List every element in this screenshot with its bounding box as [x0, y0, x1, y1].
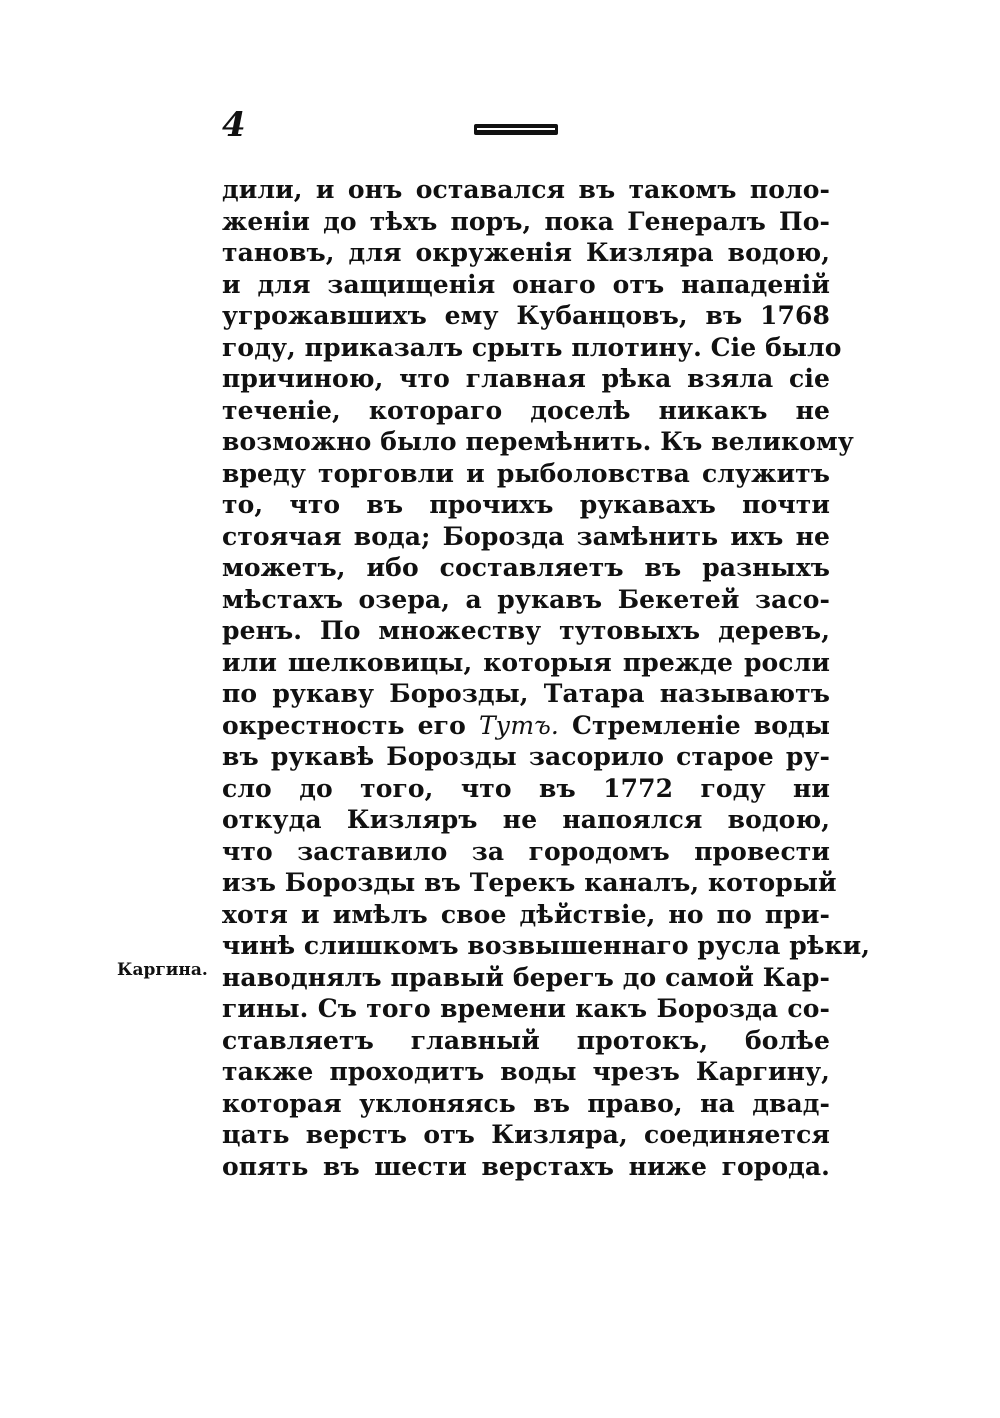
page-number: 4	[222, 105, 246, 145]
italic-term: Тутъ.	[478, 710, 559, 740]
margin-note: Каргина.	[117, 960, 208, 980]
text-line: которая уклоняясь въ право, на двад-	[222, 1088, 830, 1118]
text-line: тановъ, для окруженія Кизляра водою,	[222, 238, 830, 267]
text-line: году, приказалъ срыть плотину. Сіе было	[222, 332, 842, 362]
text-line: вреду торговли и рыболовства служитъ	[222, 458, 830, 488]
text-line: ставляетъ главный протокъ, болѣе	[222, 1025, 830, 1055]
text-line: чинѣ слишкомъ возвышеннаго русла рѣки,	[222, 931, 871, 960]
text-line: въ рукавѣ Борозды засорило старое ру-	[222, 742, 830, 771]
text-line: ренъ. По множеству тутовыхъ деревъ,	[222, 616, 830, 645]
text-line: то, что въ прочихъ рукавахъ почти	[222, 490, 830, 519]
text-line: хотя и имѣлъ свое дѣйствіе, но по при-	[222, 899, 830, 929]
text-line-with-italic	[222, 710, 830, 742]
text-line: по рукаву Борозды, Татара называютъ	[222, 679, 830, 708]
text-line: теченіе, котораго доселѣ никакъ не	[222, 395, 830, 425]
text-line: или шелковицы, которыя прежде росли	[222, 647, 830, 677]
text-line: можетъ, ибо составляетъ въ разныхъ	[222, 553, 830, 582]
text-line: сло до того, что въ 1772 году ни	[222, 773, 830, 803]
text-line: что заставило за городомъ провести	[222, 836, 830, 866]
text-line: причиною, что главная рѣка взяла сіе	[222, 364, 830, 393]
text-segment: Стремленіе воды	[572, 710, 830, 740]
header-ornament-rule	[474, 124, 558, 135]
text-line: возможно было перемѣнить. Къ великому	[222, 427, 854, 456]
text-line: женіи до тѣхъ поръ, пока Генералъ По-	[222, 206, 830, 236]
text-line: мѣстахъ озера, а рукавъ Бекетей засо-	[222, 584, 830, 614]
body-text	[222, 174, 871, 1182]
text-line: изъ Борозды въ Терекъ каналъ, который	[222, 868, 837, 897]
text-line: откуда Кизляръ не напоялся водою,	[222, 805, 830, 834]
text-segment: окрестность его	[222, 710, 466, 740]
text-line: и для защищенія онаго отъ нападеній	[222, 269, 830, 299]
text-line: угрожавшихъ ему Кубанцовъ, въ 1768	[222, 301, 830, 330]
text-line: цать верстъ отъ Кизляра, соединяется	[222, 1120, 830, 1149]
text-line: также проходитъ воды чрезъ Каргину,	[222, 1057, 830, 1086]
text-line: стоячая вода; Бороздa замѣнить ихъ не	[222, 521, 830, 551]
text-line: опять въ шести верстахъ ниже города.	[222, 1151, 830, 1181]
text-line: наводнялъ правый берегъ до самой Кар-	[222, 962, 830, 992]
text-line: дили, и онъ оставался въ такомъ поло-	[222, 175, 830, 204]
text-line: гины. Съ того времени какъ Борозда со-	[222, 994, 830, 1023]
